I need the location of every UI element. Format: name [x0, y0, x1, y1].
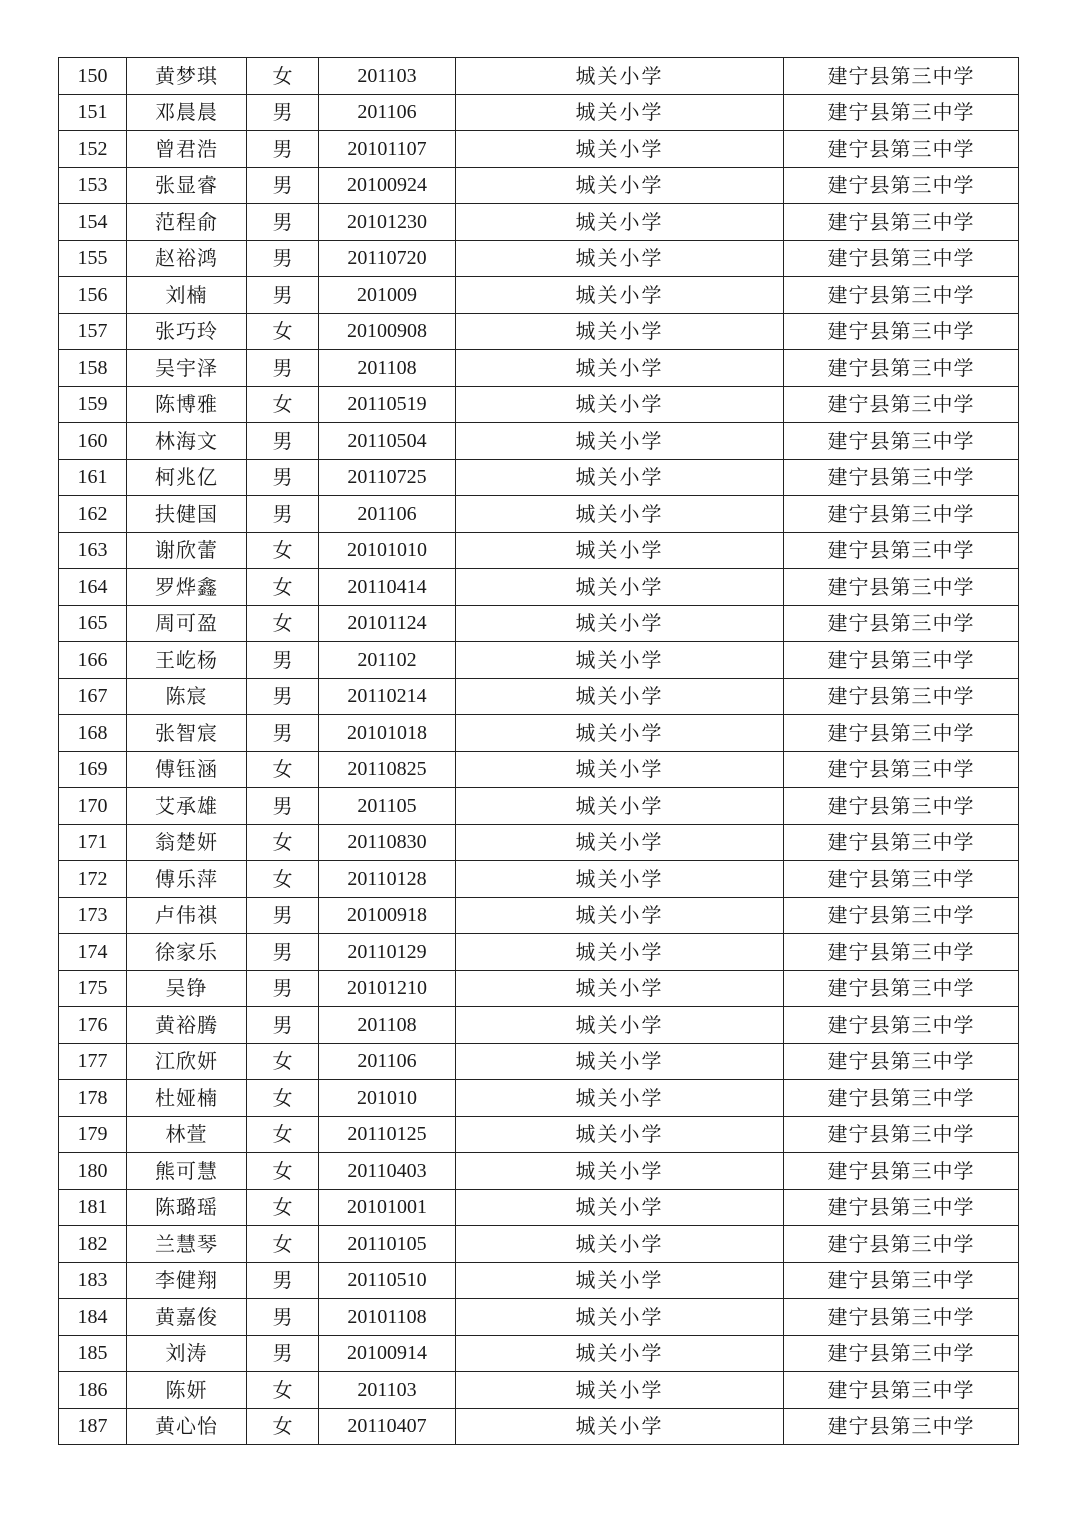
cell-name: 李健翔 — [127, 1262, 247, 1299]
cell-birth-date: 20110129 — [319, 934, 456, 971]
cell-admitted-school: 建宁县第三中学 — [784, 350, 1019, 387]
table-row — [59, 423, 1019, 460]
cell-index: 177 — [59, 1043, 127, 1080]
cell-primary-school: 城关小学 — [456, 1189, 784, 1226]
cell-admitted-school: 建宁县第三中学 — [784, 824, 1019, 861]
cell-admitted-school: 建宁县第三中学 — [784, 751, 1019, 788]
cell-admitted-school: 建宁县第三中学 — [784, 1262, 1019, 1299]
cell-name: 吴宇泽 — [127, 350, 247, 387]
cell-admitted-school: 建宁县第三中学 — [784, 1299, 1019, 1336]
cell-primary-school: 城关小学 — [456, 496, 784, 533]
cell-birth-date: 20100908 — [319, 313, 456, 350]
cell-gender: 男 — [247, 240, 319, 277]
cell-gender: 女 — [247, 1189, 319, 1226]
cell-primary-school: 城关小学 — [456, 1080, 784, 1117]
cell-primary-school: 城关小学 — [456, 970, 784, 1007]
cell-primary-school: 城关小学 — [456, 642, 784, 679]
cell-admitted-school: 建宁县第三中学 — [784, 1408, 1019, 1445]
cell-birth-date: 201102 — [319, 642, 456, 679]
cell-index: 178 — [59, 1080, 127, 1117]
cell-index: 151 — [59, 94, 127, 131]
table-row — [59, 240, 1019, 277]
cell-name: 范程俞 — [127, 204, 247, 241]
table-row — [59, 350, 1019, 387]
cell-gender: 女 — [247, 1116, 319, 1153]
cell-birth-date: 20101010 — [319, 532, 456, 569]
cell-admitted-school: 建宁县第三中学 — [784, 1372, 1019, 1409]
cell-name: 翁楚妍 — [127, 824, 247, 861]
cell-primary-school: 城关小学 — [456, 678, 784, 715]
cell-primary-school: 城关小学 — [456, 1007, 784, 1044]
table-row — [59, 678, 1019, 715]
cell-admitted-school: 建宁县第三中学 — [784, 1007, 1019, 1044]
cell-admitted-school: 建宁县第三中学 — [784, 94, 1019, 131]
cell-birth-date: 20101210 — [319, 970, 456, 1007]
cell-birth-date: 201009 — [319, 277, 456, 314]
cell-index: 156 — [59, 277, 127, 314]
cell-admitted-school: 建宁县第三中学 — [784, 678, 1019, 715]
cell-birth-date: 201103 — [319, 1372, 456, 1409]
cell-admitted-school: 建宁县第三中学 — [784, 277, 1019, 314]
cell-birth-date: 20110825 — [319, 751, 456, 788]
cell-gender: 女 — [247, 569, 319, 606]
cell-index: 187 — [59, 1408, 127, 1445]
cell-primary-school: 城关小学 — [456, 423, 784, 460]
cell-name: 陈璐瑶 — [127, 1189, 247, 1226]
cell-gender: 男 — [247, 131, 319, 168]
cell-name: 谢欣蕾 — [127, 532, 247, 569]
cell-name: 杜娅楠 — [127, 1080, 247, 1117]
cell-index: 170 — [59, 788, 127, 825]
table-row — [59, 824, 1019, 861]
cell-name: 柯兆亿 — [127, 459, 247, 496]
cell-name: 徐家乐 — [127, 934, 247, 971]
cell-name: 兰慧琴 — [127, 1226, 247, 1263]
cell-birth-date: 20101018 — [319, 715, 456, 752]
cell-primary-school: 城关小学 — [456, 934, 784, 971]
cell-name: 张巧玲 — [127, 313, 247, 350]
cell-birth-date: 201103 — [319, 58, 456, 95]
cell-primary-school: 城关小学 — [456, 569, 784, 606]
table-row — [59, 934, 1019, 971]
cell-primary-school: 城关小学 — [456, 1299, 784, 1336]
cell-index: 172 — [59, 861, 127, 898]
cell-gender: 男 — [247, 350, 319, 387]
cell-index: 165 — [59, 605, 127, 642]
cell-index: 160 — [59, 423, 127, 460]
cell-birth-date: 20100924 — [319, 167, 456, 204]
cell-name: 陈宸 — [127, 678, 247, 715]
cell-gender: 女 — [247, 1043, 319, 1080]
cell-index: 173 — [59, 897, 127, 934]
cell-gender: 男 — [247, 167, 319, 204]
cell-name: 江欣妍 — [127, 1043, 247, 1080]
cell-primary-school: 城关小学 — [456, 1116, 784, 1153]
cell-index: 184 — [59, 1299, 127, 1336]
cell-gender: 男 — [247, 204, 319, 241]
cell-index: 162 — [59, 496, 127, 533]
cell-birth-date: 201106 — [319, 496, 456, 533]
table-row — [59, 1189, 1019, 1226]
cell-birth-date: 20110414 — [319, 569, 456, 606]
cell-gender: 女 — [247, 1153, 319, 1190]
table-body — [59, 58, 1019, 1445]
cell-admitted-school: 建宁县第三中学 — [784, 1153, 1019, 1190]
cell-primary-school: 城关小学 — [456, 1262, 784, 1299]
cell-name: 曾君浩 — [127, 131, 247, 168]
table-row — [59, 1226, 1019, 1263]
cell-admitted-school: 建宁县第三中学 — [784, 897, 1019, 934]
table-row — [59, 496, 1019, 533]
cell-name: 林海文 — [127, 423, 247, 460]
cell-name: 陈妍 — [127, 1372, 247, 1409]
cell-gender: 男 — [247, 1007, 319, 1044]
cell-primary-school: 城关小学 — [456, 204, 784, 241]
cell-birth-date: 20101001 — [319, 1189, 456, 1226]
cell-index: 171 — [59, 824, 127, 861]
cell-primary-school: 城关小学 — [456, 751, 784, 788]
cell-index: 179 — [59, 1116, 127, 1153]
cell-index: 168 — [59, 715, 127, 752]
table-row — [59, 605, 1019, 642]
cell-birth-date: 20110510 — [319, 1262, 456, 1299]
cell-primary-school: 城关小学 — [456, 1372, 784, 1409]
cell-admitted-school: 建宁县第三中学 — [784, 131, 1019, 168]
cell-birth-date: 20101124 — [319, 605, 456, 642]
cell-gender: 女 — [247, 58, 319, 95]
cell-birth-date: 20101108 — [319, 1299, 456, 1336]
cell-index: 163 — [59, 532, 127, 569]
table-row — [59, 569, 1019, 606]
cell-admitted-school: 建宁县第三中学 — [784, 204, 1019, 241]
cell-index: 157 — [59, 313, 127, 350]
table-row — [59, 1299, 1019, 1336]
cell-index: 154 — [59, 204, 127, 241]
cell-name: 周可盈 — [127, 605, 247, 642]
cell-index: 183 — [59, 1262, 127, 1299]
cell-primary-school: 城关小学 — [456, 824, 784, 861]
cell-index: 175 — [59, 970, 127, 1007]
cell-index: 174 — [59, 934, 127, 971]
cell-admitted-school: 建宁县第三中学 — [784, 459, 1019, 496]
cell-birth-date: 201010 — [319, 1080, 456, 1117]
cell-index: 150 — [59, 58, 127, 95]
table-row — [59, 1408, 1019, 1445]
cell-admitted-school: 建宁县第三中学 — [784, 313, 1019, 350]
cell-primary-school: 城关小学 — [456, 1153, 784, 1190]
cell-primary-school: 城关小学 — [456, 605, 784, 642]
cell-admitted-school: 建宁县第三中学 — [784, 970, 1019, 1007]
table-row — [59, 313, 1019, 350]
cell-birth-date: 20110128 — [319, 861, 456, 898]
cell-admitted-school: 建宁县第三中学 — [784, 496, 1019, 533]
cell-birth-date: 20110725 — [319, 459, 456, 496]
cell-admitted-school: 建宁县第三中学 — [784, 532, 1019, 569]
cell-index: 152 — [59, 131, 127, 168]
cell-gender: 女 — [247, 313, 319, 350]
cell-index: 164 — [59, 569, 127, 606]
cell-birth-date: 20110214 — [319, 678, 456, 715]
cell-index: 182 — [59, 1226, 127, 1263]
cell-birth-date: 20100914 — [319, 1335, 456, 1372]
cell-gender: 女 — [247, 1372, 319, 1409]
cell-primary-school: 城关小学 — [456, 58, 784, 95]
cell-admitted-school: 建宁县第三中学 — [784, 861, 1019, 898]
cell-admitted-school: 建宁县第三中学 — [784, 1189, 1019, 1226]
cell-primary-school: 城关小学 — [456, 350, 784, 387]
cell-birth-date: 20101230 — [319, 204, 456, 241]
cell-gender: 男 — [247, 1262, 319, 1299]
cell-admitted-school: 建宁县第三中学 — [784, 1043, 1019, 1080]
cell-gender: 女 — [247, 1226, 319, 1263]
cell-birth-date: 20101107 — [319, 131, 456, 168]
cell-primary-school: 城关小学 — [456, 386, 784, 423]
cell-index: 166 — [59, 642, 127, 679]
cell-admitted-school: 建宁县第三中学 — [784, 58, 1019, 95]
cell-birth-date: 201106 — [319, 1043, 456, 1080]
table-row — [59, 1262, 1019, 1299]
table-row — [59, 1043, 1019, 1080]
cell-primary-school: 城关小学 — [456, 788, 784, 825]
cell-index: 185 — [59, 1335, 127, 1372]
table-row — [59, 386, 1019, 423]
table-row — [59, 1153, 1019, 1190]
cell-admitted-school: 建宁县第三中学 — [784, 934, 1019, 971]
cell-admitted-school: 建宁县第三中学 — [784, 788, 1019, 825]
table-row — [59, 277, 1019, 314]
cell-index: 181 — [59, 1189, 127, 1226]
table-row — [59, 751, 1019, 788]
cell-name: 卢伟祺 — [127, 897, 247, 934]
cell-name: 张显睿 — [127, 167, 247, 204]
cell-gender: 女 — [247, 532, 319, 569]
cell-primary-school: 城关小学 — [456, 861, 784, 898]
table-row — [59, 715, 1019, 752]
cell-gender: 女 — [247, 1408, 319, 1445]
cell-index: 155 — [59, 240, 127, 277]
cell-admitted-school: 建宁县第三中学 — [784, 715, 1019, 752]
table-row — [59, 861, 1019, 898]
cell-admitted-school: 建宁县第三中学 — [784, 605, 1019, 642]
table-row — [59, 131, 1019, 168]
cell-gender: 男 — [247, 642, 319, 679]
cell-gender: 男 — [247, 1335, 319, 1372]
cell-index: 161 — [59, 459, 127, 496]
cell-birth-date: 201106 — [319, 94, 456, 131]
cell-admitted-school: 建宁县第三中学 — [784, 240, 1019, 277]
cell-birth-date: 20110125 — [319, 1116, 456, 1153]
cell-primary-school: 城关小学 — [456, 240, 784, 277]
cell-index: 180 — [59, 1153, 127, 1190]
cell-gender: 男 — [247, 277, 319, 314]
cell-gender: 男 — [247, 715, 319, 752]
cell-index: 158 — [59, 350, 127, 387]
cell-gender: 男 — [247, 1299, 319, 1336]
cell-name: 张智宸 — [127, 715, 247, 752]
cell-primary-school: 城关小学 — [456, 1226, 784, 1263]
cell-gender: 男 — [247, 496, 319, 533]
table-row — [59, 1007, 1019, 1044]
cell-name: 扶健国 — [127, 496, 247, 533]
table-row — [59, 1335, 1019, 1372]
cell-index: 186 — [59, 1372, 127, 1409]
cell-gender: 男 — [247, 94, 319, 131]
cell-gender: 男 — [247, 678, 319, 715]
cell-primary-school: 城关小学 — [456, 1335, 784, 1372]
cell-admitted-school: 建宁县第三中学 — [784, 386, 1019, 423]
cell-gender: 男 — [247, 423, 319, 460]
cell-gender: 男 — [247, 897, 319, 934]
table-row — [59, 1372, 1019, 1409]
cell-primary-school: 城关小学 — [456, 167, 784, 204]
cell-birth-date: 20110720 — [319, 240, 456, 277]
cell-index: 167 — [59, 678, 127, 715]
cell-gender: 女 — [247, 861, 319, 898]
cell-admitted-school: 建宁县第三中学 — [784, 569, 1019, 606]
cell-name: 黄嘉俊 — [127, 1299, 247, 1336]
cell-birth-date: 20110519 — [319, 386, 456, 423]
cell-gender: 女 — [247, 605, 319, 642]
cell-primary-school: 城关小学 — [456, 131, 784, 168]
cell-birth-date: 20110407 — [319, 1408, 456, 1445]
cell-index: 159 — [59, 386, 127, 423]
cell-admitted-school: 建宁县第三中学 — [784, 1335, 1019, 1372]
cell-admitted-school: 建宁县第三中学 — [784, 1226, 1019, 1263]
cell-index: 176 — [59, 1007, 127, 1044]
student-admission-table — [58, 57, 1019, 1445]
cell-name: 黄心怡 — [127, 1408, 247, 1445]
table-row — [59, 459, 1019, 496]
cell-birth-date: 20110105 — [319, 1226, 456, 1263]
cell-name: 傅钰涵 — [127, 751, 247, 788]
cell-name: 黄梦琪 — [127, 58, 247, 95]
cell-primary-school: 城关小学 — [456, 532, 784, 569]
cell-name: 傅乐萍 — [127, 861, 247, 898]
cell-primary-school: 城关小学 — [456, 715, 784, 752]
cell-admitted-school: 建宁县第三中学 — [784, 167, 1019, 204]
table-row — [59, 94, 1019, 131]
table-row — [59, 1116, 1019, 1153]
cell-admitted-school: 建宁县第三中学 — [784, 1080, 1019, 1117]
cell-gender: 男 — [247, 934, 319, 971]
table-row — [59, 970, 1019, 1007]
cell-name: 刘楠 — [127, 277, 247, 314]
cell-name: 邓晨晨 — [127, 94, 247, 131]
table-row — [59, 58, 1019, 95]
cell-admitted-school: 建宁县第三中学 — [784, 1116, 1019, 1153]
cell-gender: 女 — [247, 751, 319, 788]
cell-gender: 男 — [247, 788, 319, 825]
cell-birth-date: 201108 — [319, 350, 456, 387]
cell-birth-date: 20110403 — [319, 1153, 456, 1190]
cell-name: 黄裕腾 — [127, 1007, 247, 1044]
table-row — [59, 204, 1019, 241]
cell-name: 刘涛 — [127, 1335, 247, 1372]
cell-birth-date: 201108 — [319, 1007, 456, 1044]
cell-primary-school: 城关小学 — [456, 1043, 784, 1080]
table-row — [59, 167, 1019, 204]
table-row — [59, 1080, 1019, 1117]
cell-gender: 女 — [247, 1080, 319, 1117]
cell-name: 陈博雅 — [127, 386, 247, 423]
cell-admitted-school: 建宁县第三中学 — [784, 423, 1019, 460]
cell-gender: 男 — [247, 459, 319, 496]
cell-birth-date: 201105 — [319, 788, 456, 825]
table-row — [59, 532, 1019, 569]
cell-name: 吴铮 — [127, 970, 247, 1007]
cell-name: 罗烨鑫 — [127, 569, 247, 606]
cell-name: 王屹杨 — [127, 642, 247, 679]
cell-primary-school: 城关小学 — [456, 459, 784, 496]
cell-name: 赵裕鸿 — [127, 240, 247, 277]
table-row — [59, 642, 1019, 679]
cell-index: 153 — [59, 167, 127, 204]
cell-name: 熊可慧 — [127, 1153, 247, 1190]
cell-index: 169 — [59, 751, 127, 788]
cell-gender: 女 — [247, 386, 319, 423]
cell-birth-date: 20100918 — [319, 897, 456, 934]
cell-primary-school: 城关小学 — [456, 94, 784, 131]
cell-admitted-school: 建宁县第三中学 — [784, 642, 1019, 679]
cell-primary-school: 城关小学 — [456, 277, 784, 314]
cell-name: 林萱 — [127, 1116, 247, 1153]
cell-birth-date: 20110830 — [319, 824, 456, 861]
cell-primary-school: 城关小学 — [456, 313, 784, 350]
cell-gender: 女 — [247, 824, 319, 861]
cell-primary-school: 城关小学 — [456, 897, 784, 934]
cell-name: 艾承雄 — [127, 788, 247, 825]
table-row — [59, 897, 1019, 934]
cell-primary-school: 城关小学 — [456, 1408, 784, 1445]
table-row — [59, 788, 1019, 825]
cell-birth-date: 20110504 — [319, 423, 456, 460]
cell-gender: 男 — [247, 970, 319, 1007]
